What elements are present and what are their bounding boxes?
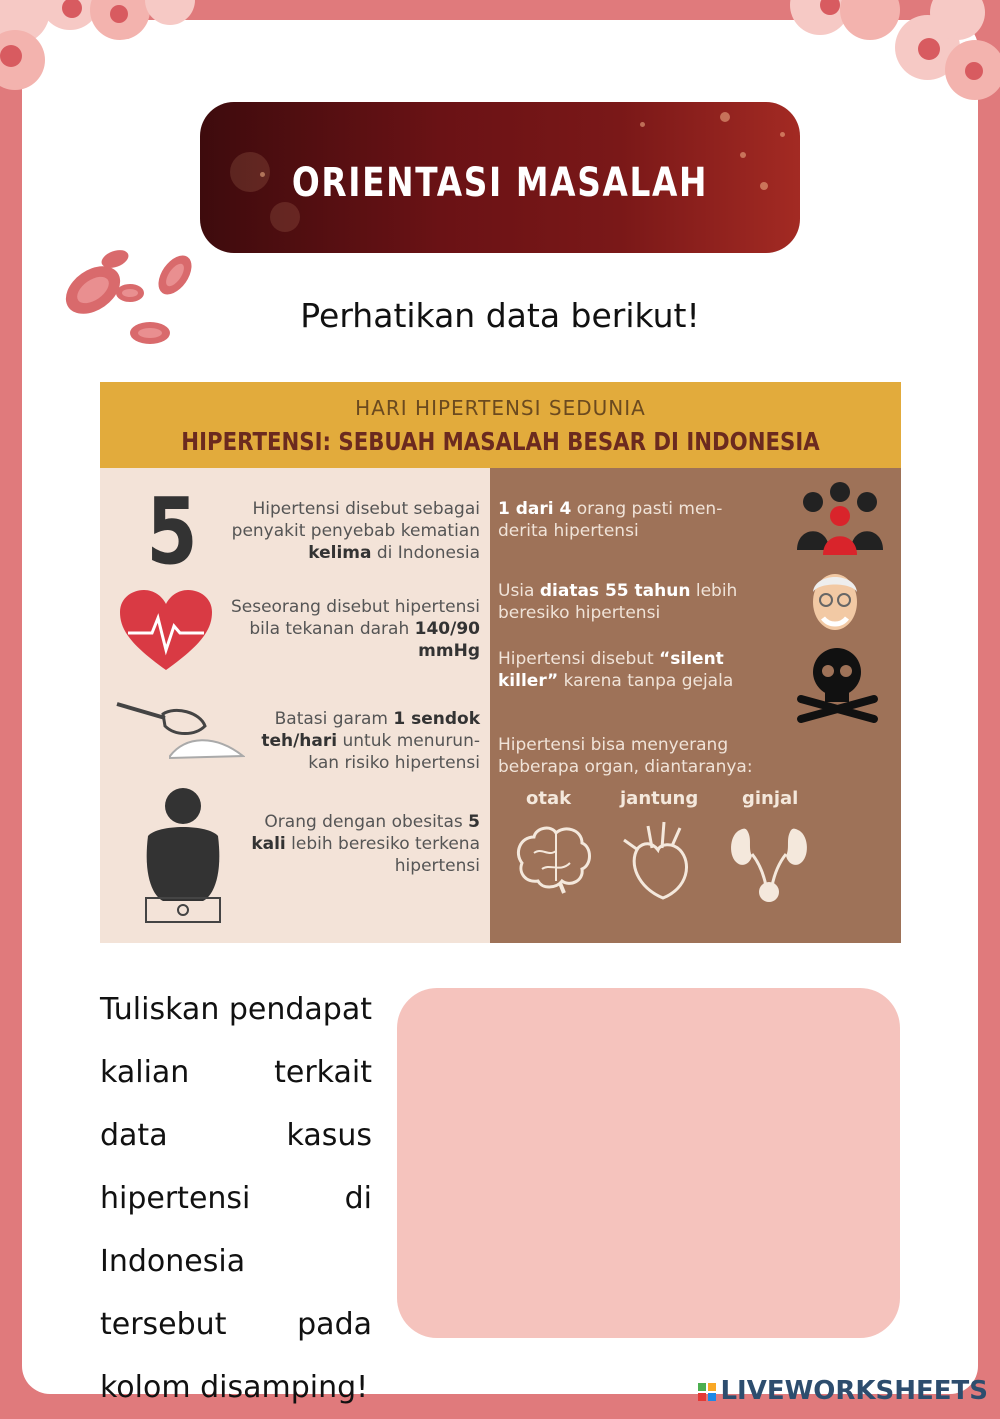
fact-right-1: 1 dari 4 orang pasti men-derita hipertensi (498, 499, 723, 541)
fact-right-4: Hipertensi bisa menyerang beberapa organ, diantaranya: (498, 735, 753, 777)
watermark-text: LIVEWORKSHEETS (720, 1376, 988, 1406)
fact-left-1: Hipertensi disebut sebagai penyakit penyebab kematian kelima di Indonesia (231, 499, 480, 563)
salt-spoon-icon (115, 696, 245, 776)
infographic-right-panel (490, 468, 901, 943)
hypertension-infographic (100, 382, 901, 943)
people-group-icon (795, 480, 885, 555)
answer-text-box[interactable] (397, 988, 900, 1338)
instruction-text: Perhatikan data berikut! (300, 296, 700, 335)
organ-label-heart: jantung (620, 788, 699, 809)
infographic-header (100, 382, 901, 468)
big-number-five: 5 (146, 478, 198, 585)
infographic-left-panel (100, 468, 490, 943)
skull-crossbones-icon (795, 644, 880, 724)
organ-label-kidney: ginjal (742, 788, 799, 809)
organ-label-brain: otak (526, 788, 572, 809)
liveworksheets-logo-icon (698, 1383, 716, 1401)
obesity-person-icon (128, 786, 238, 926)
writing-prompt: Tuliskan pendapat kalian terkait data kasus hipertensi di Indonesia tersebut pada kolom disamping! (100, 992, 372, 1405)
fact-left-4: Orang dengan obesitas 5 kali lebih beresiko terkena hipertensi (251, 812, 480, 876)
liveworksheets-logo (698, 1376, 988, 1406)
brain-icon (512, 823, 594, 895)
fact-left-3: Batasi garam 1 sendok teh/hari untuk menurun-kan risiko hipertensi (261, 709, 480, 773)
infographic-title: HIPERTENSI: SEBUAH MASALAH BESAR DI INDONESIA (181, 427, 820, 456)
elderly-face-icon (805, 568, 865, 638)
page-title: ORIENTASI MASALAH (291, 160, 709, 206)
heart-organ-icon (618, 818, 698, 903)
fact-right-3: Hipertensi disebut “silent killer” karena tanpa gejala (498, 649, 734, 691)
kidney-icon (728, 820, 810, 905)
infographic-subtitle: HARI HIPERTENSI SEDUNIA (355, 396, 646, 420)
title-banner (200, 102, 800, 253)
fact-right-2: Usia diatas 55 tahun lebih beresiko hipertensi (498, 581, 738, 623)
fact-left-2: Seseorang disebut hipertensi bila tekanan darah 140/90 mmHg (230, 597, 480, 661)
heart-pulse-icon (118, 588, 214, 673)
